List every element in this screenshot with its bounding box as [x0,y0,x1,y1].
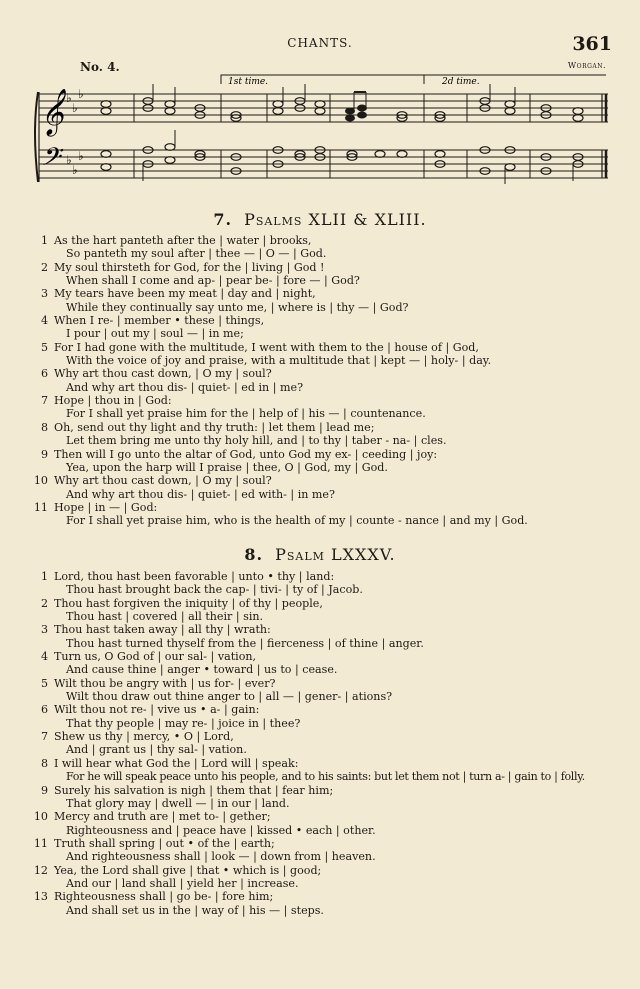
verse-text: Wilt thou be angry with | us for- | ever? [54,676,276,690]
verse-text: Why art thou cast down, | O my | soul? [54,474,272,488]
verse-line [32,824,622,837]
verse-line [32,583,622,596]
verse-line [32,421,622,434]
verse-text: Truth shall spring | out • of the | earth; [54,836,275,850]
composer-name: Worgan. [567,61,606,70]
verse-line [32,474,622,487]
verse-text: I pour | out my | soul — | in me; [66,327,244,341]
running-title: CHANTS. [287,36,353,50]
verse-line [32,381,622,394]
bass-notes [101,144,583,175]
verse-number: 12 [33,863,48,877]
verse-line [32,287,622,300]
verse-text: While they continually say unto me, | where is | thy — | God? [66,300,409,314]
verse-line [32,610,622,623]
psalm-8-verses [32,570,622,917]
verse-text: And cause thine | anger • toward | us to | cease. [66,663,338,677]
psalm-7-heading [0,210,640,229]
verse-line [32,757,622,770]
verse-number: 8 [40,420,48,434]
verse-line [32,448,622,461]
verse-line [32,407,622,420]
psalm-8-number: 8. [244,545,264,564]
verse-number: 3 [40,623,48,637]
verse-text: That thy people | may re- | joice in | thee? [66,716,301,730]
verse-text: With the voice of joy and praise, with a multitude that | kept — | holy- | day. [66,354,492,368]
verse-line [32,650,622,663]
verse-text: When shall I come and ap- | pear be- | fore — | God? [66,274,360,288]
verse-text: And righteousness shall | look — | down from | heaven. [66,850,376,864]
verse-line [32,730,622,743]
verse-text: Lord, thou hast been favorable | unto • thy | land: [54,570,335,583]
verse-line [32,488,622,501]
verse-line [32,354,622,367]
second-time-label: 2d time. [442,77,480,87]
verse-text: Surely his salvation is nigh | them that | fear him; [54,783,334,797]
verse-line [32,677,622,690]
verse-text: Thou hast forgiven the iniquity | of thy | people, [54,596,323,610]
verse-text: When I re- | member • these | things, [54,314,265,328]
verse-line [32,314,622,327]
verse-text: Let them bring me unto thy holy hill, and | to thy | taber - na- | cles. [66,434,447,448]
verse-text: And | grant us | thy sal- | vation. [66,743,247,757]
verse-number: 9 [40,447,48,461]
verse-text: Yea, upon the harp will I praise | thee, O | God, my | God. [66,460,388,474]
psalm-8-heading [0,545,640,564]
verse-line [32,743,622,756]
verse-text: I will hear what God the | Lord will | speak: [54,756,299,770]
key-signature [66,87,84,177]
verse-number: 7 [40,730,48,744]
verse-number: 10 [33,474,48,488]
verse-line [32,663,622,676]
svg-text:♭: ♭ [72,163,78,177]
verse-text: My tears have been my meat | day and | night, [54,287,316,301]
verse-number: 5 [40,340,48,354]
verse-line [32,261,622,274]
bass-clef-icon: 𝄢 [40,143,60,178]
svg-text:♭: ♭ [78,149,84,163]
verse-number: 13 [33,890,48,904]
verse-line [32,717,622,730]
verse-text: Thou hast taken away | all thy | wrath: [54,623,271,637]
verse-text: Hope | in — | God: [54,500,158,514]
verse-number: 6 [40,367,48,381]
verse-number: 6 [40,703,48,717]
verse-number: 9 [40,783,48,797]
verse-line [32,327,622,340]
first-time-label: 1st time. [228,77,269,87]
psalm-7-verses [32,234,622,528]
verse-number: 8 [40,756,48,770]
verse-text: For I had gone with the multitude, I went with them to the | house of | God, [54,340,479,354]
verse-line [32,797,622,810]
verse-text: And shall set us in the | way of | his — | steps. [66,903,324,917]
verse-number: 3 [40,287,48,301]
verse-text: Wilt thou draw out thine anger to | all — | gener- | ations? [66,690,393,704]
verse-line [32,394,622,407]
verse-number: 11 [33,836,48,850]
verse-text: Thou hast brought back the cap- | tivi- | ty of | Jacob. [66,583,363,597]
verse-text: Oh, send out thy light and thy truth: | let them | lead me; [54,420,375,434]
verse-text: Then will I go unto the altar of God, unto God my ex- | ceeding | joy: [54,447,438,461]
verse-line [32,703,622,716]
verse-text: Why art thou cast down, | O my | soul? [54,367,272,381]
music-score [30,70,615,195]
verse-number: 5 [40,676,48,690]
verse-text: For I shall yet praise him, who is the health of my | counte - nance | and my | God. [66,514,528,528]
verse-line [32,570,622,583]
verse-line [32,274,622,287]
verse-line [32,367,622,380]
verse-line [32,461,622,474]
verse-text: Yea, the Lord shall give | that • which is | good; [54,863,322,877]
verse-text: For I shall yet praise him for the | help of | his — | countenance. [66,407,426,421]
verse-line [32,623,622,636]
svg-text:♭: ♭ [66,153,72,167]
page-number: 361 [572,33,612,55]
verse-line [32,234,622,247]
verse-line [32,810,622,823]
verse-text: Hope | thou in | God: [54,394,172,408]
verse-line [32,850,622,863]
verse-line [32,434,622,447]
verse-text: Thou hast | covered | all their | sin. [66,610,264,624]
verse-text: My soul thirsteth for God, for the | living | God ! [54,260,325,274]
verse-line [32,247,622,260]
verse-text: Wilt thou not re- | vive us • a- | gain: [54,703,260,717]
verse-line [32,341,622,354]
treble-clef-icon: 𝄞 [40,89,64,135]
psalm-7-title: Psalms XLII & XLIII. [244,210,427,229]
verse-number: 7 [40,394,48,408]
verse-text: Righteousness shall | go be- | fore him; [54,890,274,904]
verse-line [32,301,622,314]
verse-number: 2 [40,260,48,274]
verse-line [32,501,622,514]
verse-line [32,837,622,850]
verse-number: 10 [33,810,48,824]
verse-text: Thou hast turned thyself from the | fierceness | of thine | anger. [66,636,424,650]
svg-text:♭: ♭ [72,101,78,115]
verse-number: 1 [40,570,48,583]
verse-text: And our | land shall | yield her | increase. [66,876,299,890]
svg-text:♭: ♭ [66,91,72,105]
verse-line [32,864,622,877]
verse-text: For he will speak peace unto his people, and to his saints: but let them not | turn a- | gain to | folly. [66,770,585,784]
verse-number: 11 [33,500,48,514]
verse-text: Mercy and truth are | met to- | gether; [54,810,271,824]
verse-line [32,514,622,527]
system-brace [35,92,38,182]
verse-line [32,877,622,890]
psalm-7-number: 7. [213,210,233,229]
verse-line [32,637,622,650]
verse-line [32,890,622,903]
verse-text: And why art thou dis- | quiet- | ed in | me? [66,380,304,394]
verse-line [32,597,622,610]
verse-line [32,784,622,797]
verse-text: Righteousness and | peace have | kissed • each | other. [66,823,376,837]
verse-line [32,904,622,917]
verse-text: Shew us thy | mercy, • O | Lord, [54,730,234,744]
verse-text: As the hart panteth after the | water | brooks, [54,234,312,247]
verse-number: 4 [40,650,48,664]
verse-text: And why art thou dis- | quiet- | ed with- | in me? [66,487,335,501]
verse-text: So panteth my soul after | thee — | O — | God. [66,247,327,261]
verse-text: Turn us, O God of | our sal- | vation, [54,650,257,664]
svg-text:♭: ♭ [78,87,84,101]
verse-number: 4 [40,314,48,328]
verse-line [32,770,622,783]
verse-number: 1 [40,234,48,247]
chant-number: No. 4. [80,60,120,74]
verse-line [32,690,622,703]
verse-number: 2 [40,596,48,610]
treble-filled-notes [346,92,367,121]
verse-text: That glory may | dwell — | in our | land. [66,796,290,810]
psalm-8-title: Psalm LXXXV. [275,545,396,564]
